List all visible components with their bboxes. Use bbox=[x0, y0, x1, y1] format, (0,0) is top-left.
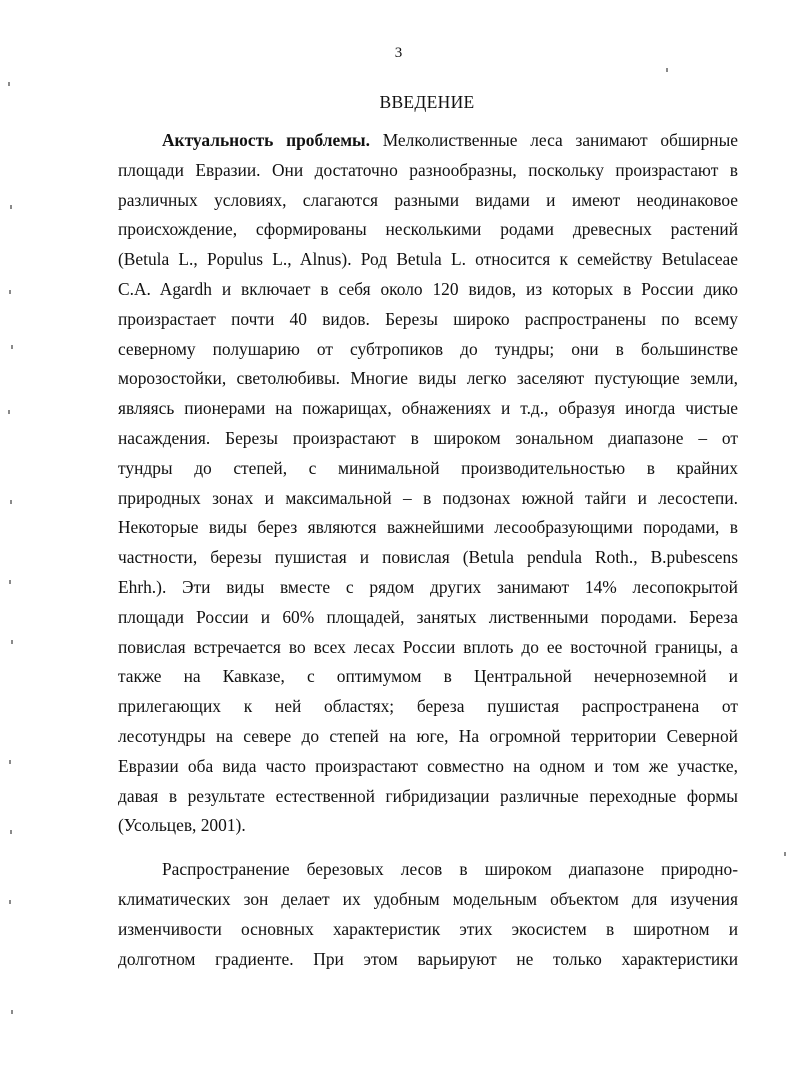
scan-speck bbox=[9, 290, 11, 294]
paragraph-1-line-18: повислая встречается во всех лесах России вплоть до ее восточной границы, а bbox=[118, 636, 738, 657]
paragraph-1-line-7: произрастает почти 40 видов. Березы широко распространены по всему bbox=[118, 308, 738, 329]
paragraph-1-line-21: лесотундры на севере до степей на юге, На огромной территории Северной bbox=[118, 725, 738, 746]
paragraph-2-line-4: долготном градиенте. При этом варьируют не только характеристики bbox=[118, 948, 738, 969]
paragraph-1-line-15: частности, березы пушистая и повислая (Betula pendula Roth., B.pubescens bbox=[118, 547, 738, 568]
paragraph-1-line-10: являясь пионерами на пожарищах, обнажениях и т.д., образуя иногда чистые bbox=[118, 398, 738, 419]
paragraph-1-line-17: площади России и 60% площадей, занятых лиственными породами. Береза bbox=[118, 606, 738, 627]
paragraph-2-line-2: климатических зон делает их удобным модельным объектом для изучения bbox=[118, 888, 738, 909]
scan-speck bbox=[10, 500, 12, 504]
paragraph-1-line-13: природных зонах и максимальной – в подзонах южной тайги и лесостепи. bbox=[118, 487, 738, 508]
paragraph-1-line-14: Некоторые виды берез являются важнейшими лесообразующими породами, в bbox=[118, 517, 738, 538]
scan-speck bbox=[9, 760, 11, 764]
paragraph-2-line-1: Распространение березовых лесов в широком диапазоне природно- bbox=[162, 859, 738, 880]
scan-speck bbox=[9, 580, 11, 584]
paragraph-1-line-19: также на Кавказе, с оптимумом в Центральной нечерноземной и bbox=[118, 666, 738, 687]
paragraph-1-line-4: происхождение, сформированы несколькими родами древесных растений bbox=[118, 219, 738, 240]
paragraph-1-line-6: C.A. Agardh и включает в себя около 120 видов, из которых в России дико bbox=[118, 278, 738, 299]
paragraph-1-line-9: морозостойки, светолюбивы. Многие виды легко заселяют пустующие земли, bbox=[118, 368, 738, 389]
paragraph-1-line-3: различных условиях, слагаются разными видами и имеют неодинаковое bbox=[118, 189, 738, 210]
paragraph-1-line-22: Евразии оба вида часто произрастают совместно на одном и том же участке, bbox=[118, 755, 738, 776]
paragraph-gap bbox=[118, 841, 738, 855]
scan-speck bbox=[8, 410, 10, 414]
paragraph-1-line-5: (Betula L., Populus L., Alnus). Род Betula L. относится к семейству Betulaceae bbox=[118, 249, 738, 270]
scan-speck bbox=[10, 830, 12, 834]
scan-speck bbox=[8, 82, 10, 86]
scan-speck bbox=[10, 205, 12, 209]
paragraph-1-line-1-rest: Мелколиственные леса занимают обширные bbox=[369, 130, 738, 150]
page-number: 3 bbox=[394, 45, 403, 61]
section-title: ВВЕДЕНИЕ bbox=[379, 92, 475, 112]
paragraph-1-line-12: тундры до степей, с минимальной производительностью в крайних bbox=[118, 457, 738, 478]
scan-speck bbox=[666, 68, 668, 72]
scan-speck bbox=[784, 852, 786, 856]
body-text bbox=[118, 126, 738, 974]
paragraph-1-line-2: площади Евразии. Они достаточно разнообразны, поскольку произрастают в bbox=[118, 159, 738, 180]
paragraph-1-line-23: давая в результате естественной гибридизации различные переходные формы bbox=[118, 785, 738, 806]
scan-speck bbox=[11, 1010, 13, 1014]
paragraph-1-line-16: Ehrh.). Эти виды вместе с рядом других занимают 14% лесопокрытой bbox=[118, 576, 738, 597]
paragraph-1-line-20: прилегающих к ней областях; береза пушистая распространена от bbox=[118, 696, 738, 717]
scan-speck bbox=[11, 345, 13, 349]
paragraph-2-line-3: изменчивости основных характеристик этих экосистем в широтном и bbox=[118, 918, 738, 939]
scan-speck bbox=[11, 640, 13, 644]
scan-speck bbox=[9, 900, 11, 904]
paragraph-lead: Актуальность проблемы. bbox=[162, 130, 370, 150]
paragraph-1-line-8: северному полушарию от субтропиков до тундры; они в большинстве bbox=[118, 338, 738, 359]
paragraph-1-line-24: (Усольцев, 2001). bbox=[118, 815, 246, 836]
paragraph-1-line-11: насаждения. Березы произрастают в широком зональном диапазоне – от bbox=[118, 427, 738, 448]
paragraph-1-line-1 bbox=[118, 126, 738, 156]
